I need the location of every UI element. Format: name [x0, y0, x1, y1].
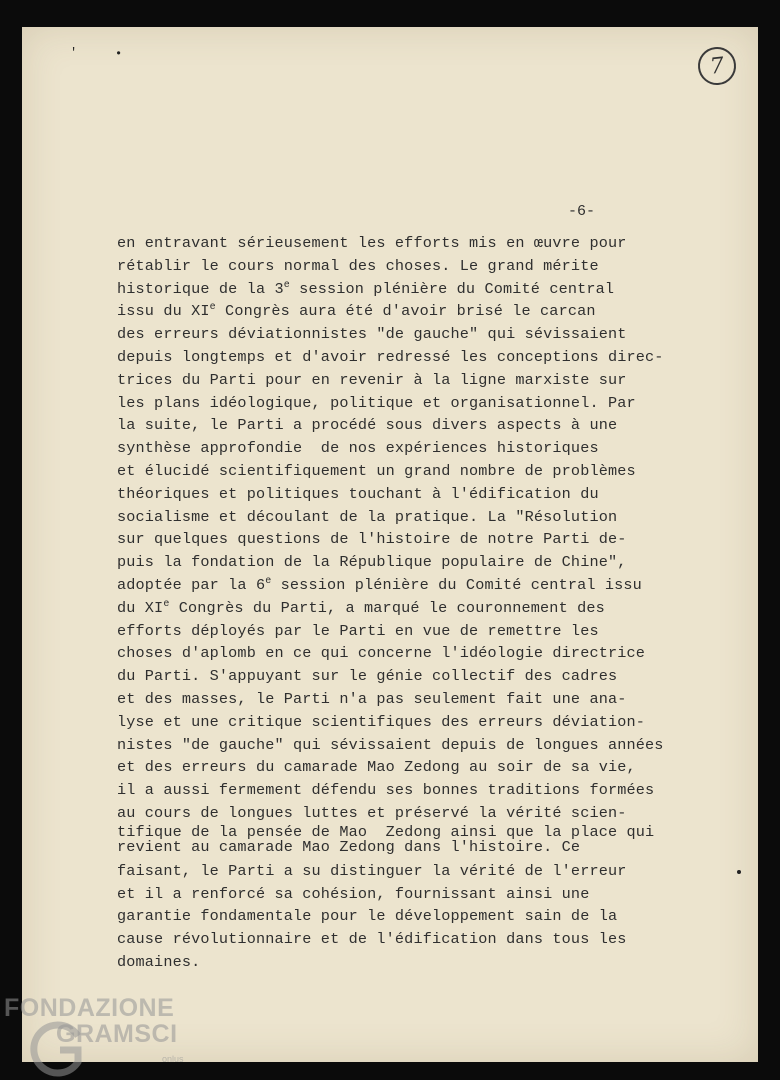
text-line: cause révolutionnaire et de l'édification dans tous les	[117, 930, 627, 949]
text-line-part: adoptée par la 6	[117, 575, 266, 594]
text-line: sur quelques questions de l'histoire de notre Parti de-	[117, 530, 627, 549]
text-line: des erreurs déviationnistes "de gauche" qui sévissaient	[117, 325, 627, 344]
text-line-part: Congrès aura été d'avoir brisé le carcan	[215, 302, 596, 321]
mark-tick: •	[115, 47, 123, 61]
text-line: puis la fondation de la République populaire de Chine",	[117, 553, 627, 572]
text-line	[117, 597, 677, 620]
document-page	[22, 27, 758, 1062]
text-line: en entravant sérieusement les efforts mis en œuvre pour	[117, 234, 627, 252]
watermark-line3: onlus	[162, 1054, 184, 1064]
page-annotation-circle	[696, 45, 738, 87]
watermark-line2: GRAMSCI	[56, 1020, 178, 1048]
text-line: lyse et une critique scientifiques des erreurs déviation-	[117, 712, 646, 731]
superscript: e	[163, 598, 170, 610]
fondazione-gramsci-watermark	[4, 994, 204, 1080]
text-line: tifique de la pensée de Mao Zedong ainsi que la place qui	[117, 822, 655, 841]
text-line: choses d'aplomb en ce qui concerne l'idéologie directrice	[117, 644, 646, 663]
text-line: la suite, le Parti a procédé sous divers aspects à une	[117, 416, 618, 435]
text-line: et des erreurs du camarade Mao Zedong au soir de sa vie,	[117, 758, 636, 777]
text-line: domaines.	[117, 952, 201, 971]
page-number: -6-	[568, 203, 596, 220]
text-line: du Parti. S'appuyant sur le génie collectif des cadres	[117, 667, 618, 686]
text-line: faisant, le Parti a su distinguer la vérité de l'erreur	[117, 861, 627, 880]
text-line	[117, 300, 677, 323]
superscript: e	[283, 279, 290, 291]
text-line-part: historique de la 3	[117, 279, 284, 298]
body-text	[117, 232, 677, 974]
text-line: les plans idéologique, politique et organisationnel. Par	[117, 393, 636, 412]
text-line-part: du XI	[117, 598, 164, 617]
superscript: e	[265, 575, 272, 587]
text-line: rétablir le cours normal des choses. Le grand mérite	[117, 256, 599, 275]
text-line: au cours de longues luttes et préservé la vérité scien-	[117, 803, 627, 822]
text-line: socialisme et découlant de la pratique. La "Résolution	[117, 507, 618, 526]
text-line: théoriques et politiques touchant à l'édification du	[117, 484, 599, 503]
superscript: e	[209, 302, 216, 314]
text-line: depuis longtemps et d'avoir redressé les conceptions direc-	[117, 347, 664, 366]
text-line	[117, 278, 677, 301]
text-line-part: session plénière du Comité central issu	[271, 575, 642, 594]
text-line: synthèse approfondie de nos expériences historiques	[117, 439, 599, 458]
mark-tick: '	[70, 46, 78, 60]
text-line: revient au camarade Mao Zedong dans l'histoire. Ce	[117, 837, 581, 856]
text-line: garantie fondamentale pour le développement sain de la	[117, 907, 618, 926]
ink-dot	[737, 870, 741, 874]
text-line-part: Congrès du Parti, a marqué le couronnement des	[169, 598, 605, 617]
text-line: trices du Parti pour en revenir à la ligne marxiste sur	[117, 370, 627, 389]
text-line: il a aussi fermement défendu ses bonnes traditions formées	[117, 781, 655, 800]
text-line-part: session plénière du Comité central	[289, 279, 615, 298]
text-line: et des masses, le Parti n'a pas seulement fait une ana-	[117, 689, 627, 708]
text-line: efforts déployés par le Parti en vue de remettre les	[117, 621, 599, 640]
text-line: nistes "de gauche" qui sévissaient depuis de longues années	[117, 735, 664, 754]
page-annotation-number: 7	[708, 52, 726, 80]
text-line-part: issu du XI	[117, 302, 210, 321]
watermark-line1: FONDAZIONE	[4, 994, 175, 1022]
text-line	[117, 574, 677, 597]
text-line: et élucidé scientifiquement un grand nombre de problèmes	[117, 461, 636, 480]
text-line: et il a renforcé sa cohésion, fournissant ainsi une	[117, 884, 590, 903]
